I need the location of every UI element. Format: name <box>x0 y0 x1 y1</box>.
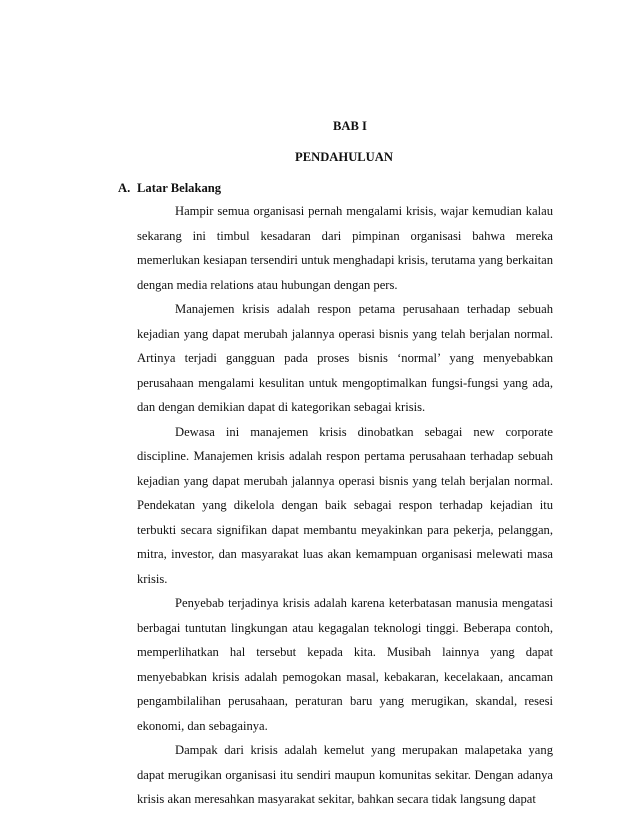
section-heading <box>118 180 221 196</box>
chapter-title: PENDAHULUAN <box>295 150 393 164</box>
paragraph-4: Penyebab terjadinya krisis adalah karena keterbatasan manusia mengatasi berbagai tuntutan lingkungan atau kegagalan teknologi tinggi. Beberapa contoh, memperlihatkan hal tersebut kepada kita. Musibah lainnya yang dapat menyebabkan krisis adalah pemogokan masal, kebakaran, kecelakaan, ancaman pengambilalihan perusahaan, peraturan baru yang merugikan, skandal, resesi ekonomi, dan sebagainya. <box>137 596 553 733</box>
chapter-label: BAB I <box>333 119 367 133</box>
paragraph-5: Dampak dari krisis adalah kemelut yang merupakan malapetaka yang dapat merugikan organisasi itu sendiri maupun komunitas sekitar. Dengan adanya krisis akan meresahkan masyarakat sekitar, bahkan secara tidak langsung dapat <box>137 743 553 806</box>
paragraph-1: Hampir semua organisasi pernah mengalami krisis, wajar kemudian kalau sekarang ini timbul kesadaran dari pimpinan organisasi bahwa mereka memerlukan kesiapan tersendiri untuk menghadapi krisis, terutama yang berkaitan dengan media relations atau hubungan dengan pers. <box>137 204 553 292</box>
paragraph-3: Dewasa ini manajemen krisis dinobatkan sebagai new corporate discipline. Manajemen krisis adalah respon pertama perusahaan terhadap sebuah kejadian yang dapat merubah jalannya operasi bisnis yang telah berjalan normal. Pendekatan yang dikelola dengan baik sebagai respon terhadap kejadian itu terbukti secara signifikan dapat membantu meyakinkan para pekerja, pelanggan, mitra, investor, dan masyarakat luas akan kemampuan organisasi melewati masa krisis. <box>137 424 553 586</box>
section-title: Latar Belakang <box>137 181 222 195</box>
section-marker: A. <box>118 181 131 195</box>
paragraph-2: Manajemen krisis adalah respon petama perusahaan terhadap sebuah kejadian yang dapat merubah jalannya operasi bisnis yang telah berjalan normal. Artinya terjadi gangguan pada proses bisnis ‘normal’ yang menyebabkan perusahaan mengalami kesulitan untuk mengoptimalkan fungsi-fungsi yang ada, dan dengan demikian dapat di kategorikan sebagai krisis. <box>137 302 553 414</box>
body-text <box>137 199 553 812</box>
